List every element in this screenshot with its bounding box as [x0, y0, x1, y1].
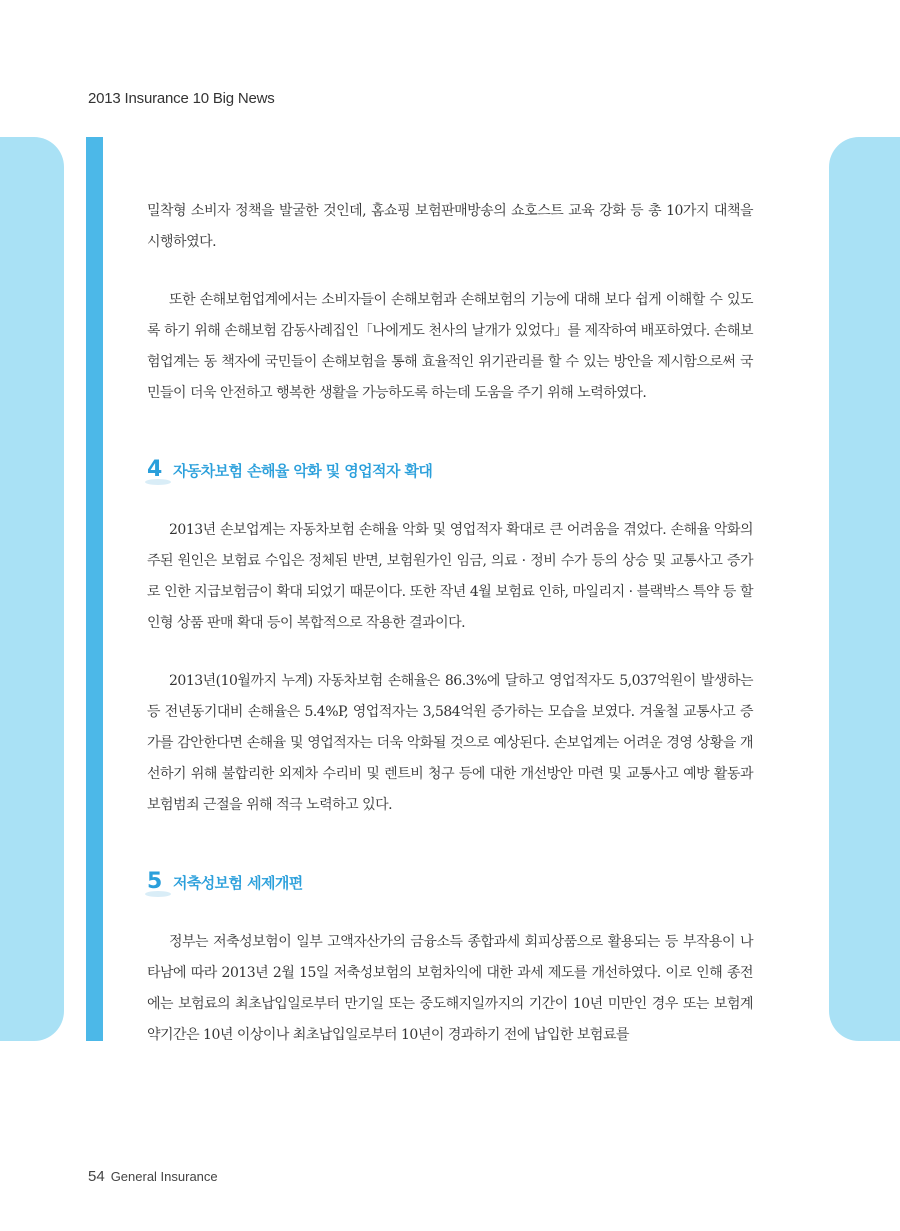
page-content	[147, 196, 753, 1051]
left-side-tab	[0, 137, 64, 1041]
accent-bar	[86, 137, 103, 1041]
page-footer	[88, 1168, 218, 1185]
section-5-paragraph-1: 정부는 저축성보험이 일부 고액자산가의 금융소득 종합과세 회피상품으로 활용되는 등 부작용이 나타남에 따라 2013년 2월 15일 저축성보험의 보험차익에 대한 과세 제도를 개선하였다. 이로 인해 종전에는 보험료의 최초납입일로부터 만기일 또는 중도해지일까지의 기간이 10년 미만인 경우 또는 보험계약기간은 10년 이상이나 최초납입일로부터 10년이 경과하기 전에 납입한 보험료를	[147, 934, 753, 1043]
section-4-paragraph-1: 2013년 손보업계는 자동차보험 손해율 악화 및 영업적자 확대로 큰 어려움을 겪었다. 손해율 악화의 주된 원인은 보험료 수입은 정체된 반면, 보험원가인 임금, 의료 · 정비 수가 등의 상승 및 교통사고 증가로 인한 지급보험금이 확대 되었기 때문이다. 또한 작년 4월 보험료 인하, 마일리지 · 블랙박스 특약 등 할인형 상품 판매 확대 등이 복합적으로 작용한 결과이다.	[147, 522, 753, 631]
section-4-paragraph-2: 2013년(10월까지 누계) 자동차보험 손해율은 86.3%에 달하고 영업적자도 5,037억원이 발생하는 등 전년동기대비 손해율은 5.4%P, 영업적자는 3,584억원 증가하는 모습을 보였다. 겨울철 교통사고 증가를 감안한다면 손해율 및 영업적자는 더욱 악화될 것으로 예상된다. 손보업계는 어려운 경영 상황을 개선하기 위해 불합리한 외제차 수리비 및 렌트비 청구 등에 대한 개선방안 마련 및 교통사고 예방 활동과 보험범죄 근절을 위해 적극 노력하고 있다.	[147, 673, 753, 813]
page-number: 54	[88, 1168, 105, 1185]
intro-paragraph-2: 또한 손해보험업계에서는 소비자들이 손해보험과 손해보험의 기능에 대해 보다 쉽게 이해할 수 있도록 하기 위해 손해보험 감동사례집인「나에게도 천사의 날개가 있었다」를 제작하여 배포하였다. 손해보험업계는 동 책자에 국민들이 손해보험을 통해 효율적인 위기관리를 할 수 있는 방안을 제시함으로써 국민들이 더욱 안전하고 행복한 생활을 가능하도록 하는데 도움을 주기 위해 노력하였다.	[147, 292, 753, 401]
section-5-heading	[147, 867, 753, 897]
section-4-number: 4	[147, 455, 169, 485]
footer-section-label: General Insurance	[110, 1169, 218, 1184]
section-4-heading	[147, 455, 753, 485]
right-side-tab	[829, 137, 900, 1041]
section-5-title: 저축성보험 세제개편	[173, 873, 303, 892]
section-4-title: 자동차보험 손해율 악화 및 영업적자 확대	[173, 461, 433, 480]
intro-paragraph-1: 밀착형 소비자 정책을 발굴한 것인데, 홈쇼핑 보험판매방송의 쇼호스트 교육 강화 등 총 10가지 대책을 시행하였다.	[147, 203, 753, 250]
running-header: 2013 Insurance 10 Big News	[88, 90, 275, 107]
section-5-number: 5	[147, 867, 169, 897]
